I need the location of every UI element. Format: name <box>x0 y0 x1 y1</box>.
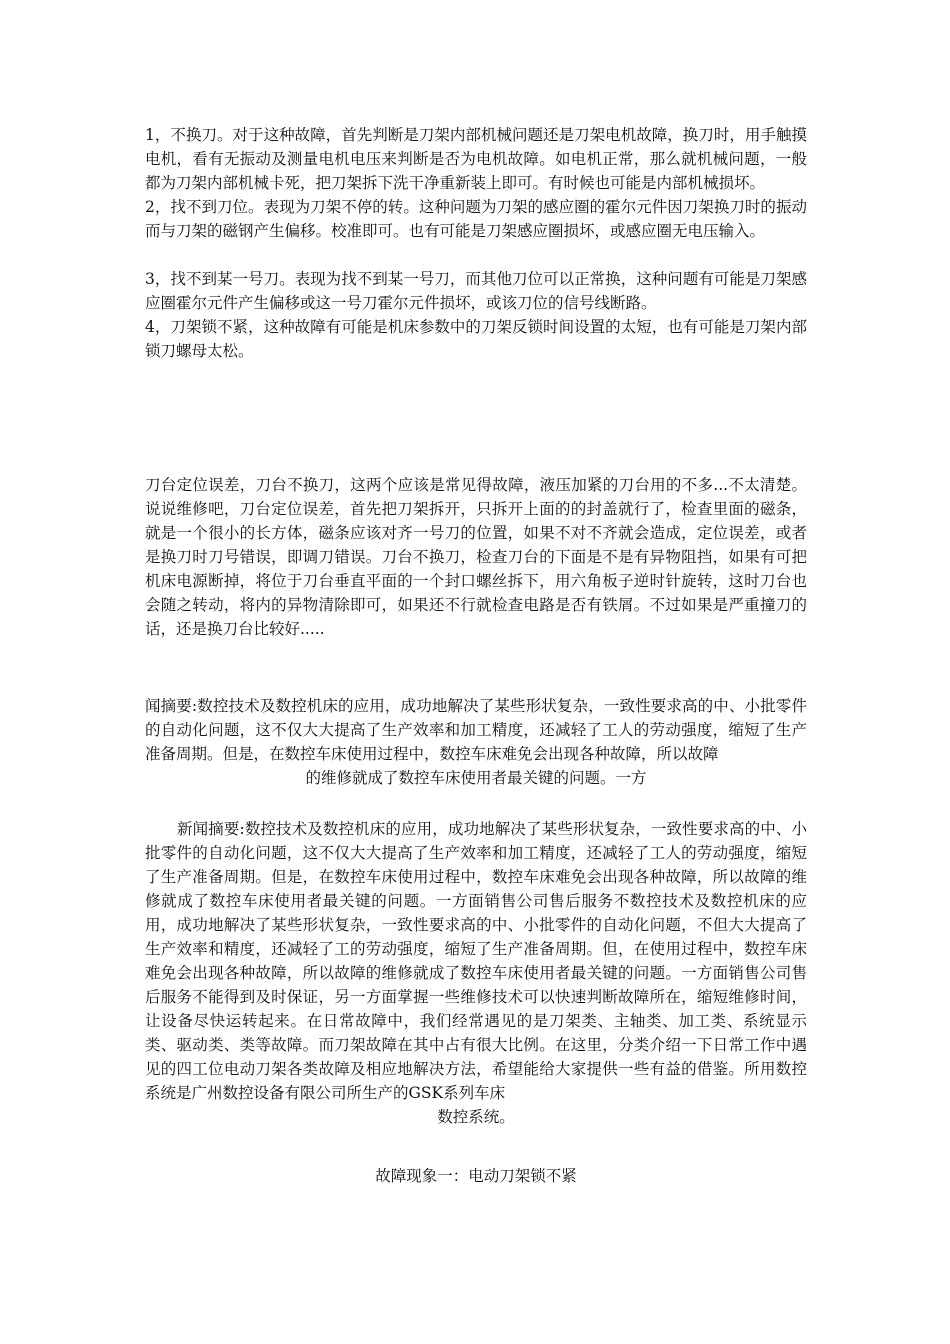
news-abstract-text: 新闻摘要:数控技术及数控机床的应用，成功地解决了某些形状复杂，一致性要求高的中、小批零件的自动化问题，这不仅大大提高了生产效率和加工精度，还减轻了工人的劳动强度，缩短了生产准备周期。但是，在数控车床使用过程中，数控车床难免会出现各种故障，所以故障的维修就成了数控车床使用者最关键的问题。一方面销售公司售后服务不数控技术及数控机床的应用，成功地解决了某些形状复杂，一致性要求高的中、小批零件的自动化问题，不但大大提高了生产效率和精度，还减轻了工的劳动强度，缩短了生产准备周期。但，在使用过程中，数控车床难免会出现各种故障，所以故障的维修就成了数控车床使用者最关键的问题。一方面销售公司售后服务不能得到及时保证，另一方面掌握一些维修技术可以快速判断故障所在，缩短维修时间，让设备尽快运转起来。在日常故障中，我们经常遇见的是刀架类、主轴类、加工类、系统显示类、驱动类、类等故障。而刀架故障在其中占有很大比例。在这里，分类介绍一下日常工作中遇见的四工位电动刀架各类故障及相应地解决方法，希望能给大家提供一些有益的借鉴。所用数控系统是广州数控设备有限公司所生产的GSK系列车床 <box>145 820 807 1102</box>
fault-phenomenon-heading: 故障现象一：电动刀架锁不紧 <box>375 1167 577 1185</box>
abstract-excerpt-text: 闻摘要:数控技术及数控机床的应用，成功地解决了某些形状复杂，一致性要求高的中、小批零件的自动化问题，这不仅大大提高了生产效率和加工精度，还减轻了工人的劳动强度，缩短了生产准备周期。但是，在数控车床使用过程中，数控车床难免会出现各种故障，所以故障 <box>145 697 807 763</box>
fault-item-3: 3，找不到某一号刀。表现为找不到某一号刀，而其他刀位可以正常换，这种问题有可能是刀架感应圈霍尔元件产生偏移或这一号刀霍尔元件损坏，或该刀位的信号线断路。 <box>145 270 807 312</box>
fault-item-2: 2，找不到刀位。表现为刀架不停的转。这种问题为刀架的感应圈的霍尔元件因刀架换刀时的振动而与刀架的磁钢产生偏移。校准即可。也有可能是刀架感应圈损坏，或感应圈无电压输入。 <box>145 198 807 240</box>
paragraph-gap <box>145 243 807 267</box>
fault-item-1: 1，不换刀。对于这种故障，首先判断是刀架内部机械问题还是刀架电机故障，换刀时，用手触摸电机，看有无振动及测量电机电压来判断是否为电机故障。如电机正常，那么就机械问题，一般都为刀架内部机械卡死，把刀架拆下洗干净重新装上即可。有时候也可能是内部机械损坏。 <box>145 126 807 192</box>
fault-heading-section <box>145 1164 807 1188</box>
news-abstract-section <box>145 817 807 1129</box>
news-abstract-last-line: 数控系统。 <box>437 1108 515 1126</box>
tool-turret-section <box>145 473 807 641</box>
abstract-excerpt-section <box>145 694 807 790</box>
turret-repair-paragraph: 刀台定位误差，刀台不换刀，这两个应该是常见得故障，液压加紧的刀台用的不多...不太清楚。说说维修吧，刀台定位误差，首先把刀架拆开，只拆开上面的的封盖就行了，检查里面的磁条，就是一个很小的长方体，磁条应该对齐一号刀的位置，如果不对不齐就会造成，定位误差，或者是换刀时刀号错误，即调刀错误。刀台不换刀，检查刀台的下面是不是有异物阻挡，如果有可把机床电源断掉，将位于刀台垂直平面的一个封口螺丝拆下，用六角板子逆时针旋转，这时刀台也会随之转动，将内的异物清除即可，如果还不行就检查电路是否有铁屑。不过如果是严重撞刀的话，还是换刀台比较好..... <box>145 476 807 638</box>
fault-item-4: 4，刀架锁不紧，这种故障有可能是机床参数中的刀架反锁时间设置的太短，也有可能是刀架内部锁刀螺母太松。 <box>145 318 807 360</box>
fault-list-section <box>145 123 807 363</box>
abstract-excerpt-last-line: 的维修就成了数控车床使用者最关键的问题。一方 <box>305 769 647 787</box>
